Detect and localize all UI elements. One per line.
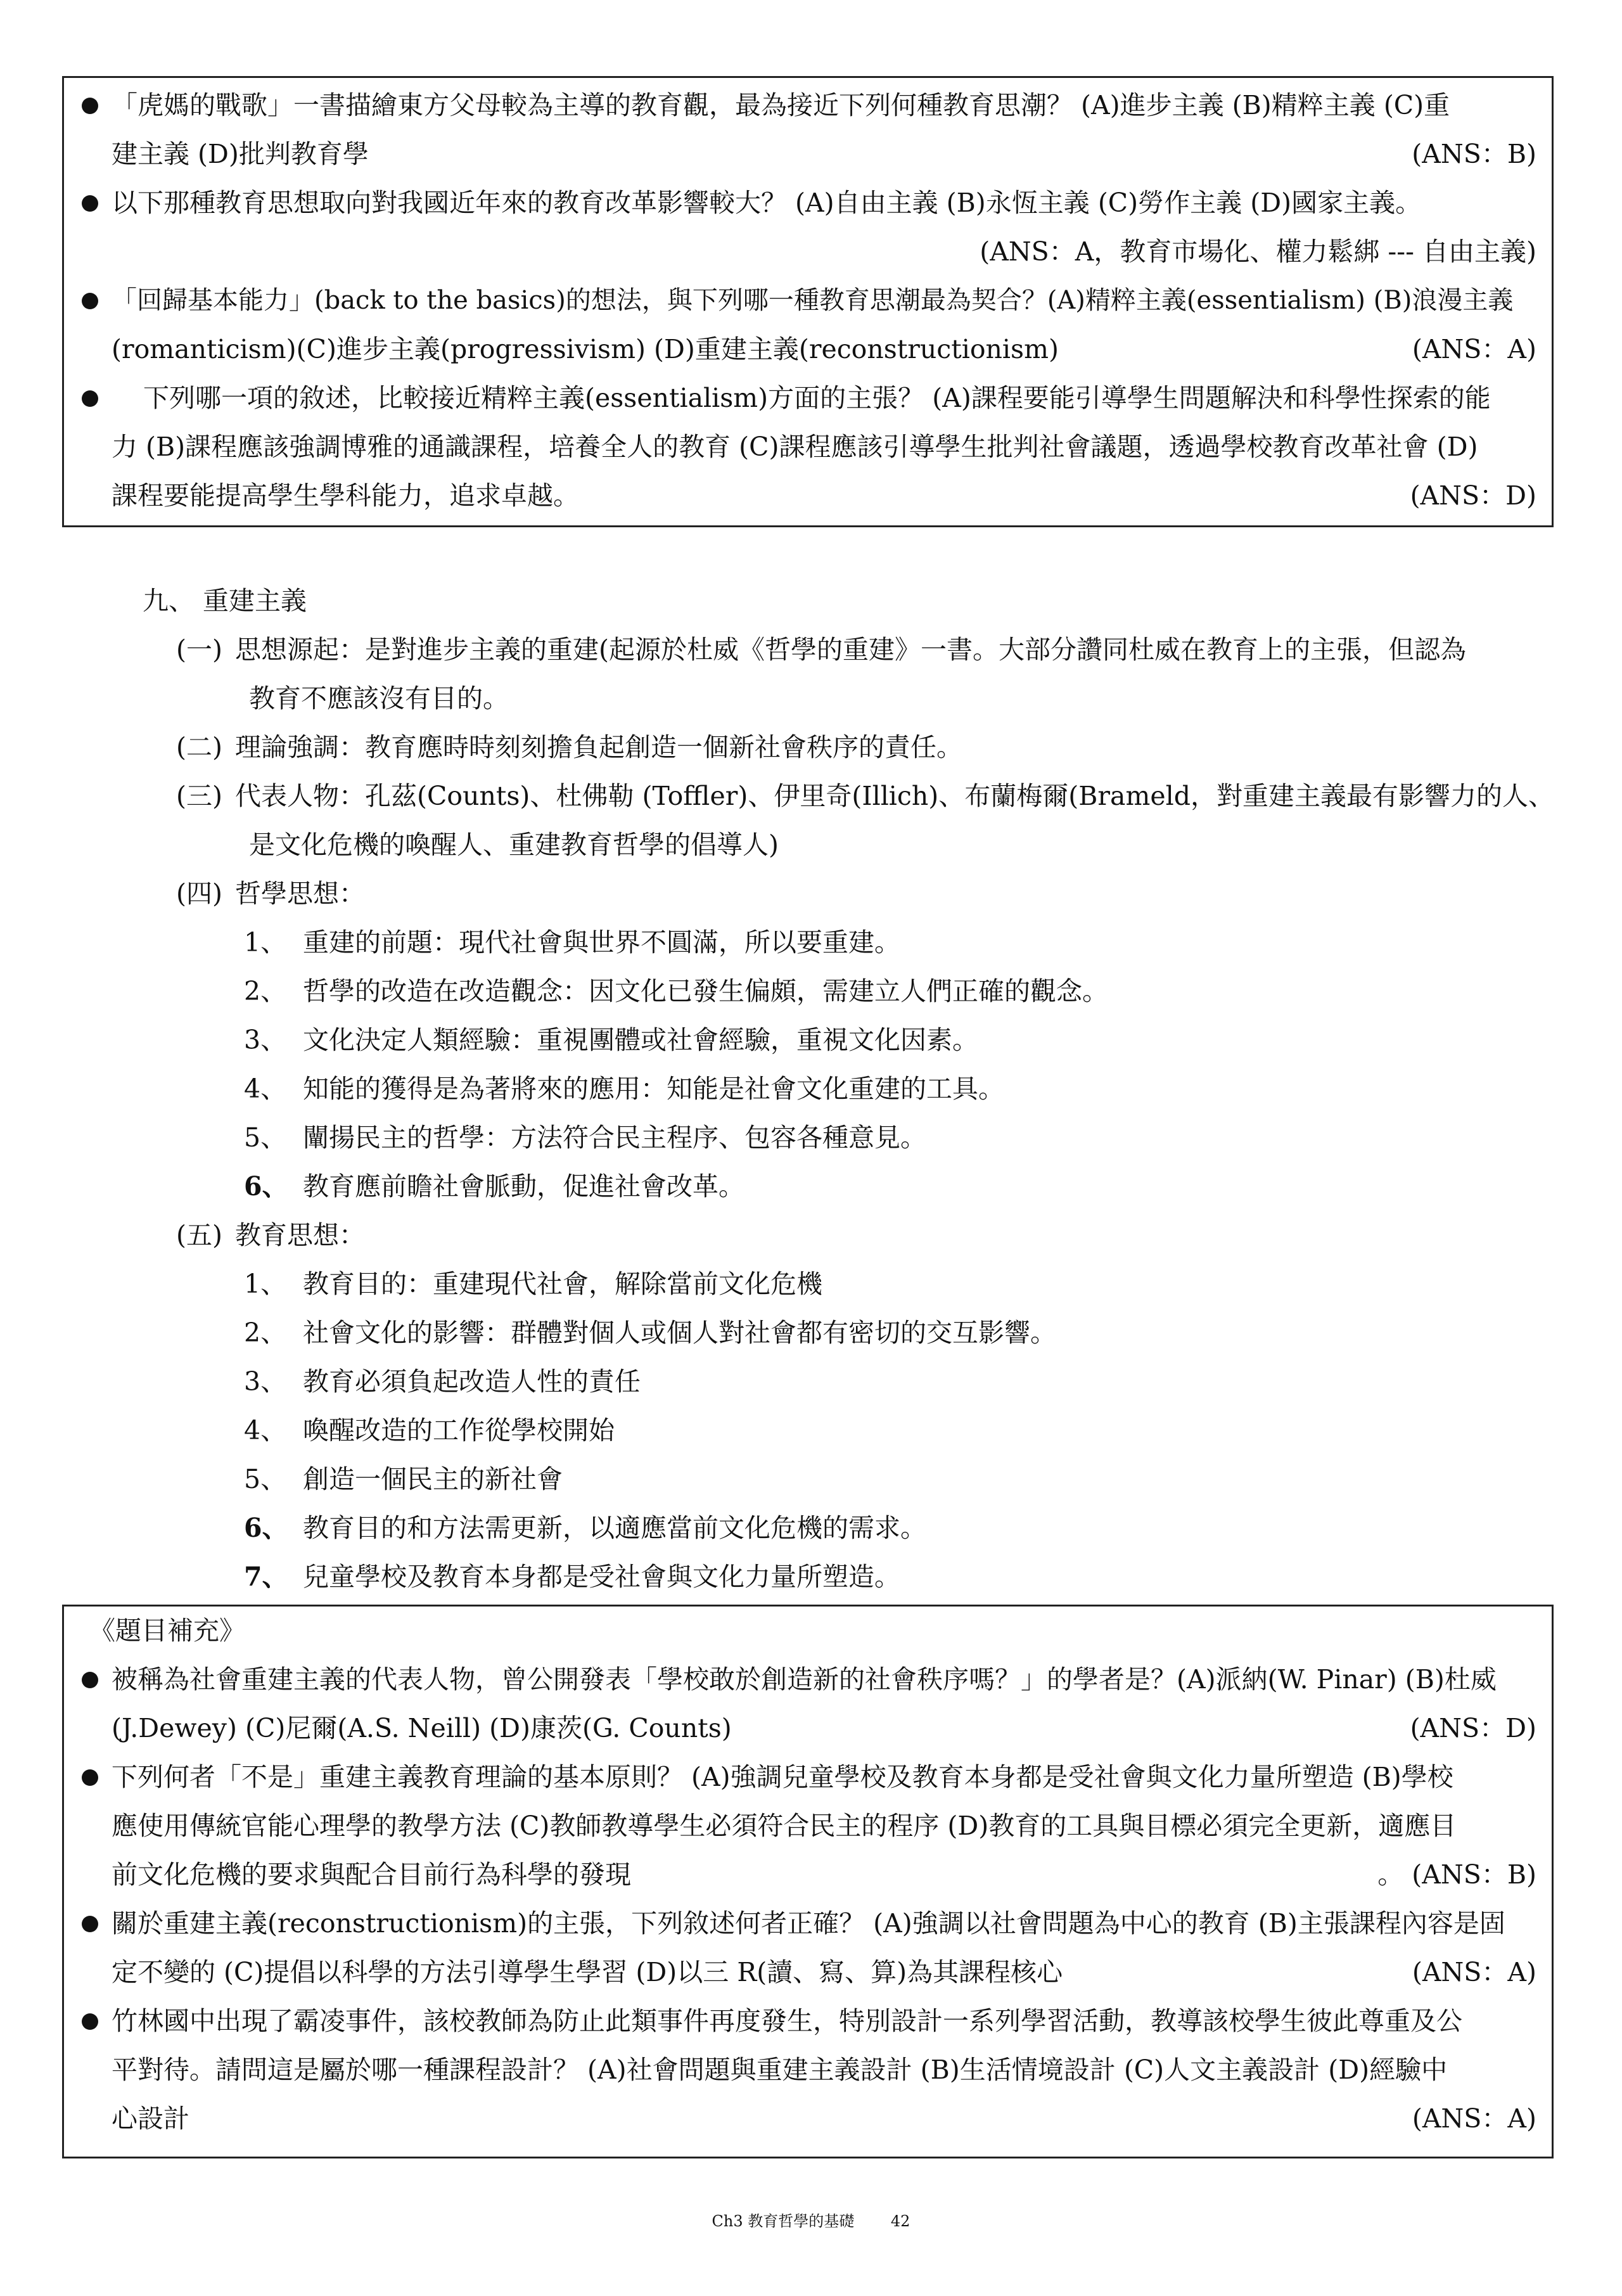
sub-number: 5、 [244, 1122, 287, 1153]
outline-text: 思想源起：是對進步主義的重建(起源於杜威《哲學的重建》一書。大部分讚同杜威在教育上的主張，但認為 [235, 634, 1467, 665]
question-text: 平對待。請問這是屬於哪一種課程設計？ (A)社會問題與重建主義設計 (B)生活情境設計 (C)人文主義設計 (D)經驗中 [112, 2055, 1448, 2085]
sub-text: 文化決定人類經驗：重視團體或社會經驗，重視文化因素。 [303, 1025, 979, 1055]
sub-number: 6、 [244, 1513, 288, 1543]
answer-label: (ANS：D) [1410, 480, 1536, 511]
question-text: 定不變的 (C)提倡以科學的方法引導學生學習 (D)以三 R(讀、寫、算)為其課程核心 [112, 1957, 1063, 1987]
sub-item [244, 918, 900, 967]
bullet-icon [82, 2013, 98, 2030]
question-line [64, 423, 1552, 471]
question-text: 心設計 [112, 2103, 189, 2134]
sub-item [244, 1309, 1056, 1357]
sub-number: 3、 [244, 1366, 287, 1397]
supplement-label: 《題目補充》 [89, 1615, 245, 1646]
outline-text: 教育思想： [235, 1220, 366, 1250]
question-text: (romanticism)(C)進步主義(progressivism) (D)重建主義(reconstructionism) [112, 334, 1059, 364]
sub-text: 教育目的：重建現代社會，解除當前文化危機 [303, 1269, 823, 1299]
sub-item [244, 1113, 926, 1162]
answer-label: (ANS：A，教育市場化、權力鬆綁 --- 自由主義) [980, 236, 1536, 267]
question-text: 關於重建主義(reconstructionism)的主張，下列敘述何者正確？ (A)強調以社會問題為中心的教育 (B)主張課程內容是固 [112, 1908, 1505, 1939]
question-line [64, 1997, 1552, 2046]
question-line [64, 374, 1552, 423]
sub-text: 教育必須負起改造人性的責任 [303, 1366, 641, 1397]
question-line [64, 1948, 1552, 1997]
question-text: 力 (B)課程應該強調博雅的通識課程，培養全人的教育 (C)課程應該引導學生批判社會議題，透過學校教育改革社會 (D) [112, 432, 1478, 462]
sub-item [244, 1504, 926, 1553]
sub-item [244, 1406, 615, 1455]
question-text: 課程要能提高學生學科能力，追求卓越。 [112, 480, 579, 511]
sub-text: 知能的獲得是為著將來的應用：知能是社會文化重建的工具。 [303, 1074, 1005, 1104]
outline-item [176, 772, 1554, 821]
outline-number: (三) [176, 781, 222, 811]
question-text: 前文化危機的要求與配合目前行為科學的發現 [112, 1859, 631, 1890]
question-line [64, 2046, 1552, 2094]
outline-text: 哲學思想： [235, 878, 366, 909]
outline-number: (一) [176, 634, 222, 665]
question-box-2 [62, 1605, 1554, 2158]
bullet-icon [82, 390, 98, 407]
sub-text: 社會文化的影響：群體對個人或個人對社會都有密切的交互影響。 [303, 1318, 1057, 1348]
sub-item [244, 1016, 978, 1065]
sub-item [244, 1065, 1004, 1113]
question-text: (J.Dewey) (C)尼爾(A.S. Neill) (D)康茨(G. Counts) [112, 1713, 732, 1743]
sub-number: 5、 [244, 1464, 287, 1494]
question-text: 以下那種教育思想取向對我國近年來的教育改革影響較大？ (A)自由主義 (B)永恆主義 (C)勞作主義 (D)國家主義。 [112, 188, 1422, 218]
sub-text: 教育目的和方法需更新，以適應當前文化危機的需求。 [303, 1513, 927, 1543]
bullet-icon [82, 98, 98, 114]
sub-number: 4、 [244, 1415, 287, 1446]
outline-item [176, 723, 962, 772]
question-line [64, 276, 1552, 325]
sub-item [244, 967, 1108, 1016]
sub-number: 2、 [244, 1318, 287, 1348]
question-text: 被稱為社會重建主義的代表人物，曾公開發表「學校敢於創造新的社會秩序嗎？」的學者是？(A)派納(W. Pinar) (B)杜威 [112, 1664, 1497, 1695]
sub-number: 3、 [244, 1025, 287, 1055]
outline-item [176, 1211, 365, 1260]
question-text: 下列何者「不是」重建主義教育理論的基本原則？ (A)強調兒童學校及教育本身都是受社會與文化力量所塑造 (B)學校 [112, 1762, 1453, 1792]
sub-text: 重建的前題：現代社會與世界不圓滿，所以要重建。 [303, 927, 901, 958]
question-text: 建主義 (D)批判教育學 [112, 139, 369, 169]
question-line [64, 1753, 1552, 1802]
sub-text: 喚醒改造的工作從學校開始 [303, 1415, 615, 1446]
sub-text: 兒童學校及教育本身都是受社會與文化力量所塑造。 [303, 1562, 901, 1592]
page-number: 42 [890, 2212, 910, 2230]
sub-number: 7、 [244, 1562, 288, 1592]
outline-number: (五) [176, 1220, 222, 1250]
sub-text: 創造一個民主的新社會 [303, 1464, 563, 1494]
bullet-icon [82, 1672, 98, 1688]
question-line [64, 2094, 1552, 2143]
sub-item [244, 1357, 641, 1406]
question-line [64, 325, 1552, 374]
question-text: 竹林國中出現了霸凌事件，該校教師為防止此類事件再度發生，特別設計一系列學習活動，教導該校學生彼此尊重及公 [112, 2006, 1462, 2036]
bullet-icon [82, 293, 98, 309]
question-line [64, 471, 1552, 520]
answer-label: (ANS：A) [1412, 2103, 1536, 2134]
sub-number: 2、 [244, 976, 287, 1006]
question-line [64, 1655, 1552, 1704]
page-footer [0, 2197, 1622, 2246]
outline-item [176, 625, 1466, 674]
bullet-icon [82, 1916, 98, 1932]
question-text: 「虎媽的戰歌」一書描繪東方父母較為主導的教育觀，最為接近下列何種教育思潮？ (A)進步主義 (B)精粹主義 (C)重 [112, 90, 1450, 120]
answer-label: (ANS：A) [1412, 1957, 1536, 1987]
outline-number: (二) [176, 732, 222, 762]
sub-text: 教育應前瞻社會脈動，促進社會改革。 [303, 1171, 745, 1202]
outline-text-cont: 教育不應該沒有目的。 [249, 683, 509, 714]
question-text: 「回歸基本能力」(back to the basics)的想法，與下列哪一種教育思潮最為契合？(A)精粹主義(essentialism) (B)浪漫主義 [112, 286, 1514, 315]
sub-number: 1、 [244, 1269, 287, 1299]
question-line [64, 130, 1552, 179]
question-line [64, 179, 1552, 228]
question-line [64, 1802, 1552, 1850]
question-text: 下列哪一項的敘述，比較接近精粹主義(essentialism)方面的主張？ (A)課程要能引導學生問題解決和科學性探索的能 [143, 383, 1491, 413]
outline-item [176, 869, 365, 918]
answer-label: (ANS：D) [1410, 1713, 1536, 1743]
bullet-icon [82, 195, 98, 212]
question-line [64, 1704, 1552, 1753]
outline-text: 代表人物：孔茲(Counts)、杜佛勒 (Toffler)、伊里奇(Illich)、布蘭梅爾(Brameld，對重建主義最有影響力的人、 [235, 781, 1554, 811]
question-line [64, 1899, 1552, 1948]
answer-label: (ANS：A) [1412, 334, 1536, 364]
sub-number: 1、 [244, 927, 287, 958]
question-box-1 [62, 76, 1554, 527]
outline-text-cont: 是文化危機的喚醒人、重建教育哲學的倡導人) [249, 830, 779, 860]
sub-item [244, 1455, 563, 1504]
question-line [64, 81, 1552, 130]
outline-text: 理論強調：教育應時時刻刻擔負起創造一個新社會秩序的責任。 [235, 732, 963, 762]
sub-text: 哲學的改造在改造觀念：因文化已發生偏頗，需建立人們正確的觀念。 [303, 976, 1109, 1006]
section-heading: 九、 重建主義 [143, 586, 307, 616]
answer-label: 。 (ANS：B) [1377, 1859, 1536, 1890]
question-line [64, 1850, 1552, 1899]
answer-label: (ANS：B) [1412, 139, 1536, 169]
sub-item [244, 1162, 744, 1211]
question-text: 應使用傳統官能心理學的教學方法 (C)教師教導學生必須符合民主的程序 (D)教育的工具與目標必須完全更新，適應目 [112, 1811, 1457, 1841]
sub-item [244, 1260, 822, 1309]
chapter-title: Ch3 教育哲學的基礎 [712, 2212, 855, 2230]
outline-number: (四) [176, 878, 222, 909]
question-line [64, 228, 1552, 276]
sub-item [244, 1553, 900, 1601]
bullet-icon [82, 1769, 98, 1786]
sub-text: 闡揚民主的哲學：方法符合民主程序、包容各種意見。 [303, 1122, 927, 1153]
sub-number: 4、 [244, 1074, 287, 1104]
sub-number: 6、 [244, 1171, 288, 1202]
